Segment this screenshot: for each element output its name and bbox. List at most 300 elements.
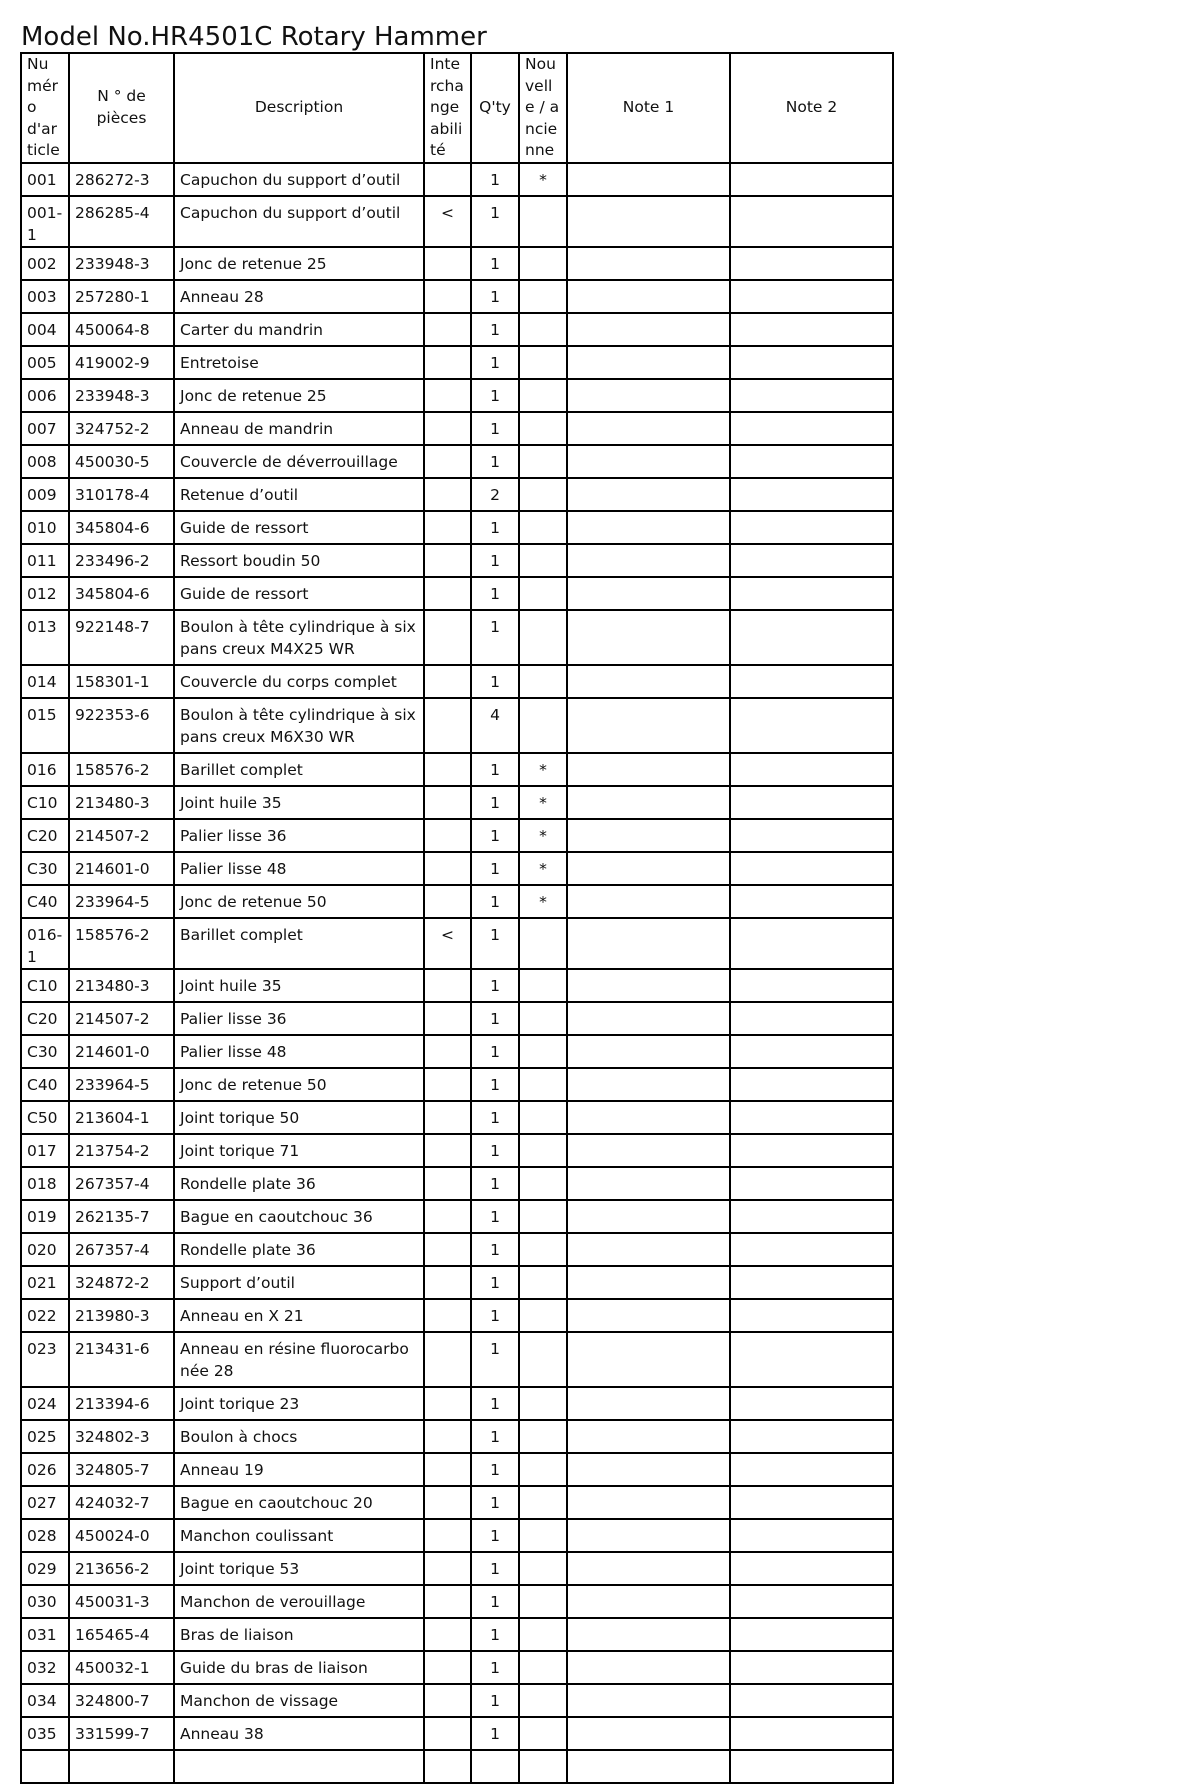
quantity-cell: 1 (471, 1299, 519, 1332)
item-number-cell: 020 (21, 1233, 69, 1266)
quantity-cell: 1 (471, 786, 519, 819)
note-2-cell (730, 1552, 893, 1585)
part-number-cell: 267357-4 (69, 1167, 174, 1200)
part-number-cell: 331599-7 (69, 1717, 174, 1750)
new-old-cell (519, 544, 567, 577)
note-2-cell (730, 1651, 893, 1684)
item-number-cell: 016 (21, 753, 69, 786)
note-2-cell (730, 610, 893, 665)
note-2-cell (730, 969, 893, 1002)
note-1-cell (567, 1519, 730, 1552)
note-2-cell (730, 665, 893, 698)
table-row (21, 1068, 893, 1101)
new-old-cell: * (519, 786, 567, 819)
part-number-cell: 922148-7 (69, 610, 174, 665)
table-row (21, 1002, 893, 1035)
new-old-cell: * (519, 163, 567, 196)
note-2-cell (730, 1233, 893, 1266)
part-number-cell: 267357-4 (69, 1233, 174, 1266)
note-1-cell (567, 1387, 730, 1420)
item-number-cell: C40 (21, 885, 69, 918)
table-row (21, 969, 893, 1002)
new-old-cell (519, 577, 567, 610)
interchangeability-cell (424, 1486, 471, 1519)
note-1-cell (567, 445, 730, 478)
note-1-cell (567, 280, 730, 313)
part-number-cell: 324805-7 (69, 1453, 174, 1486)
note-1-cell (567, 1552, 730, 1585)
new-old-cell (519, 313, 567, 346)
note-2-cell (730, 445, 893, 478)
item-number-cell: 019 (21, 1200, 69, 1233)
note-2-cell (730, 1387, 893, 1420)
description-cell: Barillet complet (174, 918, 424, 969)
note-1-cell (567, 478, 730, 511)
description-cell: Jonc de retenue 25 (174, 247, 424, 280)
note-1-cell (567, 665, 730, 698)
note-2-cell (730, 753, 893, 786)
quantity-cell: 1 (471, 445, 519, 478)
quantity-cell: 1 (471, 511, 519, 544)
item-number-cell: 030 (21, 1585, 69, 1618)
item-number-cell: 001 (21, 163, 69, 196)
description-cell: Rondelle plate 36 (174, 1233, 424, 1266)
note-1-cell (567, 1453, 730, 1486)
table-row (21, 1167, 893, 1200)
empty-cell (567, 1750, 730, 1783)
part-number-cell: 214601-0 (69, 1035, 174, 1068)
table-row (21, 1420, 893, 1453)
empty-cell (174, 1750, 424, 1783)
part-number-cell: 158576-2 (69, 918, 174, 969)
new-old-cell (519, 1002, 567, 1035)
note-1-cell (567, 786, 730, 819)
note-2-cell (730, 1486, 893, 1519)
quantity-cell: 1 (471, 1200, 519, 1233)
note-1-cell (567, 247, 730, 280)
interchangeability-cell (424, 511, 471, 544)
description-cell: Bras de liaison (174, 1618, 424, 1651)
description-cell: Anneau en X 21 (174, 1299, 424, 1332)
table-row (21, 1519, 893, 1552)
item-number-cell: C20 (21, 1002, 69, 1035)
part-number-cell: 233948-3 (69, 247, 174, 280)
part-number-cell: 158301-1 (69, 665, 174, 698)
table-row (21, 1684, 893, 1717)
empty-cell (21, 1750, 69, 1783)
quantity-cell: 1 (471, 969, 519, 1002)
note-2-cell (730, 478, 893, 511)
interchangeability-cell (424, 1453, 471, 1486)
item-number-cell: 001-1 (21, 196, 69, 247)
quantity-cell: 1 (471, 1332, 519, 1387)
item-number-cell: C10 (21, 969, 69, 1002)
description-cell: Anneau 19 (174, 1453, 424, 1486)
table-row (21, 1200, 893, 1233)
new-old-cell (519, 247, 567, 280)
part-number-cell: 213656-2 (69, 1552, 174, 1585)
interchangeability-cell (424, 412, 471, 445)
interchangeability-cell (424, 1101, 471, 1134)
note-2-cell (730, 1266, 893, 1299)
note-1-cell (567, 610, 730, 665)
new-old-cell (519, 665, 567, 698)
quantity-cell: 1 (471, 665, 519, 698)
quantity-cell: 1 (471, 163, 519, 196)
table-row (21, 753, 893, 786)
new-old-cell (519, 1035, 567, 1068)
description-cell: Manchon coulissant (174, 1519, 424, 1552)
table-row (21, 445, 893, 478)
note-2-cell (730, 819, 893, 852)
description-cell: Barillet complet (174, 753, 424, 786)
description-cell: Anneau 28 (174, 280, 424, 313)
table-row (21, 544, 893, 577)
note-2-cell (730, 163, 893, 196)
table-row (21, 478, 893, 511)
new-old-cell (519, 1134, 567, 1167)
new-old-cell: * (519, 819, 567, 852)
quantity-cell: 1 (471, 280, 519, 313)
part-number-cell: 324872-2 (69, 1266, 174, 1299)
new-old-cell (519, 1200, 567, 1233)
interchangeability-cell (424, 346, 471, 379)
header-item-number: Numéro d'article (21, 53, 69, 163)
description-cell: Anneau en résine fluorocarbonée 28 (174, 1332, 424, 1387)
description-cell: Carter du mandrin (174, 313, 424, 346)
note-1-cell (567, 1585, 730, 1618)
part-number-cell: 214507-2 (69, 819, 174, 852)
note-1-cell (567, 163, 730, 196)
table-row (21, 819, 893, 852)
interchangeability-cell (424, 1585, 471, 1618)
item-number-cell: 022 (21, 1299, 69, 1332)
description-cell: Retenue d’outil (174, 478, 424, 511)
part-number-cell: 450024-0 (69, 1519, 174, 1552)
item-number-cell: 035 (21, 1717, 69, 1750)
part-number-cell: 158576-2 (69, 753, 174, 786)
item-number-cell: 031 (21, 1618, 69, 1651)
description-cell: Couvercle du corps complet (174, 665, 424, 698)
note-2-cell (730, 247, 893, 280)
table-row (21, 313, 893, 346)
interchangeability-cell (424, 885, 471, 918)
item-number-cell: 003 (21, 280, 69, 313)
interchangeability-cell (424, 610, 471, 665)
item-number-cell: 010 (21, 511, 69, 544)
description-cell: Rondelle plate 36 (174, 1167, 424, 1200)
description-cell: Capuchon du support d’outil (174, 163, 424, 196)
note-2-cell (730, 885, 893, 918)
interchangeability-cell (424, 247, 471, 280)
note-1-cell (567, 753, 730, 786)
description-cell: Joint huile 35 (174, 786, 424, 819)
interchangeability-cell (424, 1035, 471, 1068)
item-number-cell: 024 (21, 1387, 69, 1420)
note-2-cell (730, 1453, 893, 1486)
table-row (21, 665, 893, 698)
note-1-cell (567, 1684, 730, 1717)
new-old-cell (519, 280, 567, 313)
table-row (21, 1299, 893, 1332)
header-quantity: Q'ty (471, 53, 519, 163)
table-row (21, 1101, 893, 1134)
new-old-cell (519, 1519, 567, 1552)
table-row (21, 1651, 893, 1684)
quantity-cell: 4 (471, 698, 519, 753)
note-1-cell (567, 1233, 730, 1266)
new-old-cell (519, 1167, 567, 1200)
interchangeability-cell (424, 1717, 471, 1750)
table-row (21, 885, 893, 918)
table-row (21, 1332, 893, 1387)
note-2-cell (730, 379, 893, 412)
interchangeability-cell (424, 698, 471, 753)
quantity-cell: 1 (471, 196, 519, 247)
interchangeability-cell (424, 1068, 471, 1101)
note-2-cell (730, 698, 893, 753)
description-cell: Bague en caoutchouc 36 (174, 1200, 424, 1233)
note-2-cell (730, 1332, 893, 1387)
quantity-cell: 1 (471, 1266, 519, 1299)
table-row (21, 698, 893, 753)
item-number-cell: 005 (21, 346, 69, 379)
part-number-cell: 450030-5 (69, 445, 174, 478)
interchangeability-cell (424, 786, 471, 819)
item-number-cell: 023 (21, 1332, 69, 1387)
part-number-cell: 262135-7 (69, 1200, 174, 1233)
description-cell: Joint torique 53 (174, 1552, 424, 1585)
interchangeability-cell (424, 478, 471, 511)
new-old-cell (519, 412, 567, 445)
note-1-cell (567, 196, 730, 247)
header-description: Description (174, 53, 424, 163)
part-number-cell: 165465-4 (69, 1618, 174, 1651)
description-cell: Manchon de verouillage (174, 1585, 424, 1618)
note-1-cell (567, 1200, 730, 1233)
part-number-cell: 450031-3 (69, 1585, 174, 1618)
quantity-cell: 1 (471, 819, 519, 852)
note-2-cell (730, 1068, 893, 1101)
note-2-cell (730, 1618, 893, 1651)
table-row (21, 1486, 893, 1519)
table-row (21, 163, 893, 196)
quantity-cell: 1 (471, 1002, 519, 1035)
part-number-cell: 922353-6 (69, 698, 174, 753)
new-old-cell (519, 1068, 567, 1101)
item-number-cell: 017 (21, 1134, 69, 1167)
new-old-cell (519, 445, 567, 478)
quantity-cell: 1 (471, 1486, 519, 1519)
part-number-cell: 213431-6 (69, 1332, 174, 1387)
item-number-cell: 009 (21, 478, 69, 511)
quantity-cell: 1 (471, 885, 519, 918)
header-interchangeability: Interchangeabilité (424, 53, 471, 163)
note-2-cell (730, 1299, 893, 1332)
empty-cell (424, 1750, 471, 1783)
item-number-cell: C20 (21, 819, 69, 852)
item-number-cell: 018 (21, 1167, 69, 1200)
table-row (21, 918, 893, 969)
header-new-old: Nouvelle / ancienne (519, 53, 567, 163)
note-1-cell (567, 379, 730, 412)
item-number-cell: 015 (21, 698, 69, 753)
table-row (21, 1552, 893, 1585)
table-row (21, 577, 893, 610)
note-2-cell (730, 1420, 893, 1453)
table-row (21, 610, 893, 665)
note-1-cell (567, 1618, 730, 1651)
part-number-cell: 286285-4 (69, 196, 174, 247)
note-1-cell (567, 544, 730, 577)
item-number-cell: 013 (21, 610, 69, 665)
header-row (21, 53, 893, 163)
note-2-cell (730, 1519, 893, 1552)
interchangeability-cell (424, 313, 471, 346)
table-row (21, 1387, 893, 1420)
table-row-continuation (21, 1750, 893, 1783)
item-number-cell: C30 (21, 1035, 69, 1068)
table-row (21, 196, 893, 247)
part-number-cell: 233948-3 (69, 379, 174, 412)
header-note-2: Note 2 (730, 53, 893, 163)
note-1-cell (567, 511, 730, 544)
interchangeability-cell (424, 163, 471, 196)
item-number-cell: 011 (21, 544, 69, 577)
table-row (21, 786, 893, 819)
header-note-1: Note 1 (567, 53, 730, 163)
new-old-cell (519, 379, 567, 412)
interchangeability-cell (424, 1420, 471, 1453)
note-1-cell (567, 918, 730, 969)
new-old-cell (519, 1453, 567, 1486)
note-1-cell (567, 852, 730, 885)
description-cell: Boulon à tête cylindrique à six pans creux M4X25 WR (174, 610, 424, 665)
quantity-cell: 1 (471, 577, 519, 610)
interchangeability-cell (424, 819, 471, 852)
new-old-cell: * (519, 753, 567, 786)
description-cell: Jonc de retenue 50 (174, 1068, 424, 1101)
item-number-cell: 025 (21, 1420, 69, 1453)
description-cell: Guide de ressort (174, 511, 424, 544)
new-old-cell: * (519, 885, 567, 918)
quantity-cell: 1 (471, 1167, 519, 1200)
note-2-cell (730, 280, 893, 313)
description-cell: Joint huile 35 (174, 969, 424, 1002)
new-old-cell (519, 1332, 567, 1387)
note-1-cell (567, 577, 730, 610)
note-1-cell (567, 1717, 730, 1750)
interchangeability-cell (424, 1200, 471, 1233)
interchangeability-cell (424, 1134, 471, 1167)
table-row (21, 412, 893, 445)
description-cell: Boulon à tête cylindrique à six pans creux M6X30 WR (174, 698, 424, 753)
table-row (21, 1453, 893, 1486)
item-number-cell: 002 (21, 247, 69, 280)
table-row (21, 1717, 893, 1750)
part-number-cell: 213604-1 (69, 1101, 174, 1134)
item-number-cell: 007 (21, 412, 69, 445)
quantity-cell: 1 (471, 379, 519, 412)
interchangeability-cell (424, 753, 471, 786)
part-number-cell: 286272-3 (69, 163, 174, 196)
empty-cell (519, 1750, 567, 1783)
table-row (21, 1134, 893, 1167)
new-old-cell (519, 478, 567, 511)
interchangeability-cell (424, 1552, 471, 1585)
item-number-cell: C50 (21, 1101, 69, 1134)
note-1-cell (567, 1486, 730, 1519)
quantity-cell: 1 (471, 852, 519, 885)
quantity-cell: 1 (471, 544, 519, 577)
interchangeability-cell (424, 1266, 471, 1299)
item-number-cell: 021 (21, 1266, 69, 1299)
item-number-cell: C40 (21, 1068, 69, 1101)
note-1-cell (567, 412, 730, 445)
item-number-cell: 016-1 (21, 918, 69, 969)
part-number-cell: 233496-2 (69, 544, 174, 577)
new-old-cell (519, 196, 567, 247)
description-cell: Jonc de retenue 25 (174, 379, 424, 412)
empty-cell (69, 1750, 174, 1783)
header-part-number: N ° de pièces (69, 53, 174, 163)
part-number-cell: 345804-6 (69, 511, 174, 544)
item-number-cell: 027 (21, 1486, 69, 1519)
description-cell: Palier lisse 36 (174, 819, 424, 852)
new-old-cell (519, 698, 567, 753)
interchangeability-cell (424, 1519, 471, 1552)
new-old-cell (519, 1717, 567, 1750)
note-1-cell (567, 1002, 730, 1035)
quantity-cell: 1 (471, 1552, 519, 1585)
note-2-cell (730, 1002, 893, 1035)
new-old-cell (519, 1651, 567, 1684)
part-number-cell: 345804-6 (69, 577, 174, 610)
description-cell: Jonc de retenue 50 (174, 885, 424, 918)
item-number-cell: 006 (21, 379, 69, 412)
interchangeability-cell (424, 1651, 471, 1684)
quantity-cell: 1 (471, 412, 519, 445)
quantity-cell: 1 (471, 1068, 519, 1101)
part-number-cell: 257280-1 (69, 280, 174, 313)
item-number-cell: 008 (21, 445, 69, 478)
new-old-cell (519, 1486, 567, 1519)
interchangeability-cell (424, 379, 471, 412)
description-cell: Capuchon du support d’outil (174, 196, 424, 247)
table-row (21, 247, 893, 280)
note-1-cell (567, 819, 730, 852)
part-number-cell: 214507-2 (69, 1002, 174, 1035)
part-number-cell: 424032-7 (69, 1486, 174, 1519)
quantity-cell: 1 (471, 1387, 519, 1420)
empty-cell (730, 1750, 893, 1783)
quantity-cell: 1 (471, 313, 519, 346)
quantity-cell: 2 (471, 478, 519, 511)
item-number-cell: C30 (21, 852, 69, 885)
note-2-cell (730, 511, 893, 544)
new-old-cell: * (519, 852, 567, 885)
note-1-cell (567, 313, 730, 346)
table-row (21, 379, 893, 412)
interchangeability-cell (424, 1387, 471, 1420)
description-cell: Anneau de mandrin (174, 412, 424, 445)
description-cell: Ressort boudin 50 (174, 544, 424, 577)
description-cell: Manchon de vissage (174, 1684, 424, 1717)
new-old-cell (519, 1585, 567, 1618)
interchangeability-cell (424, 1167, 471, 1200)
note-2-cell (730, 1585, 893, 1618)
note-2-cell (730, 1684, 893, 1717)
